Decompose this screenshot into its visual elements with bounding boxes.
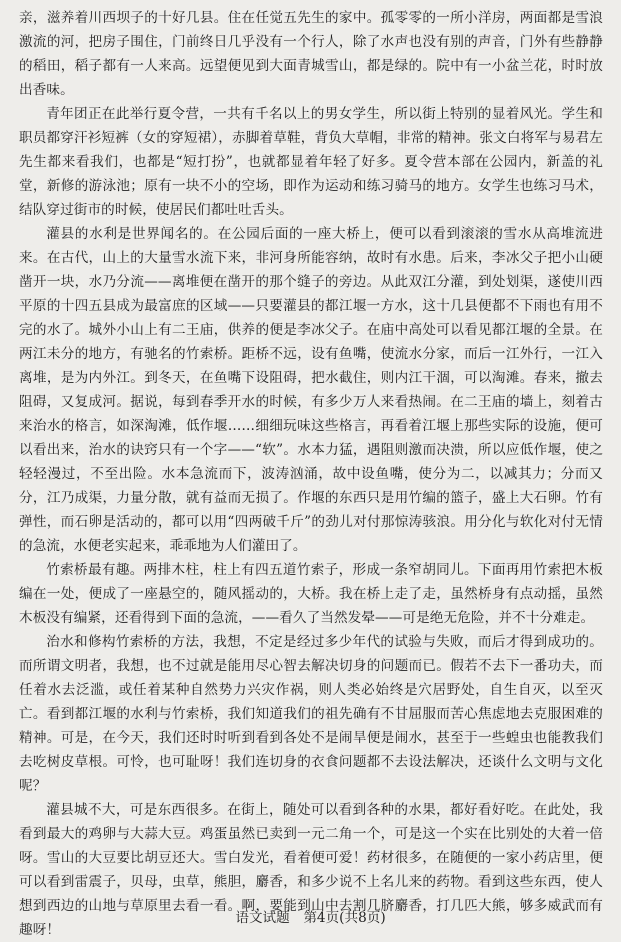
paragraph-continuation: 亲，滋养着川西坝子的十好几县。住在任觉五先生的家中。孤零零的一所小洋房，两面都是雪浪激流的河，把房子围住，门前终日几乎没有一个行人，除了水声也没有别的声音，门外有些静静的稻田，稻子都有一人来高。远望便见到大面青城雪山，都是绿的。院中有一小盆兰花，时时放出香味。	[19, 10, 603, 98]
paragraph-summer-camp: 青年团正在此举行夏令营，一共有千名以上的男女学生，所以街上特别的显着风光。学生和职员都穿汗衫短裤（女的穿短裙），赤脚着草鞋，背负大草帽，非常的精神。张文白将军与易君左先生都来看我们，也都是“短打扮”，也就都显着年轻了好多。夏令营本部在公园内，新盖的礼堂，新修的游泳池；原有一块不小的空场，即作为运动和练习骑马的地方。女学生也练习马术，结队穿过街市的时候，使居民们都吐吐舌头。	[19, 106, 603, 218]
page-footer: 语文试题 第4页(共8页)	[235, 910, 386, 926]
paragraph-bamboo-bridge: 竹索桥最有趣。两排木柱，柱上有四五道竹索子，形成一条窄胡同儿。下面再用竹索把木板编在一处，便成了一座悬空的，随风摇动的，大桥。我在桥上走了走，虽然桥身有点动摇，虽然木板没有编紧，还看得到下面的急流，——看久了当然发晕——可是绝无危险，并不十分难走。	[19, 562, 603, 626]
paragraph-county-products: 灌县城不大，可是东西很多。在街上，随处可以看到各种的水果，都好看好吃。在此处，我看到最大的鸡卵与大蒜大豆。鸡蛋虽然已卖到一元二角一个，可是这一个实在比别处的大着一倍呀。雪山的大豆要比胡豆还大。雪白发光，看着便可爱！药材很多，在随便的一家小药店里，便可以看到雷震子，贝母，虫草，熊胆，麝香，和多少说不上名儿来的药物。看到这些东西，使人想到西边的山地与草原里去看一看。啊，要能到山中去割几脐麝香，打几匹大熊，够多威武而有趣呀！	[19, 802, 603, 938]
paragraph-civilization: 治水和修构竹索桥的方法，我想，不定是经过多少年代的试验与失败，而后才得到成功的。而所谓文明者，我想，也不过就是能用尽心智去解决切身的问题而已。假若不去下一番功夫，而任着水去泛滥，或任着某种自然势力兴灾作祸，则人类必始终是穴居野处，自生自灭，以至灭亡。看到都江堰的水利与竹索桥，我们知道我们的祖先确有不甘屈服而苦心焦虑地去克服困难的精神。可是，在今天，我们还时时听到看到各处不是闹旱便是闹水，甚至于一些蝗虫也能教我们去吃树皮草根。可怜，也可耻呀！我们连切身的衣食问题都不去设法解决，还谈什么文明与文化呢？	[19, 634, 603, 794]
paragraph-water-conservancy: 灌县的水利是世界闻名的。在公园后面的一座大桥上，便可以看到滚滚的雪水从高堆流进来。在古代，山上的大量雪水流下来，非河身所能容纳，故时有水患。后来，李冰父子把小山硬凿开一块，水乃分流——离堆便在凿开的那个缝子的旁边。从此双江分灌，到处划渠，遂使川西平原的十四五县成为最富庶的区域——只要灌县的都江堰一方水，这十几县便都不下雨也有用不完的水了。城外小山上有二王庙，供养的便是李冰父子。在庙中高处可以看见都江堰的全景。在两江未分的地方，有驰名的竹索桥。距桥不远，设有鱼嘴，使流水分家，而后一江外行，一江入离堆，是为内外江。到冬天，在鱼嘴下设阻碍，把水截住，则内江干涸，可以淘滩。春来，撤去阻碍，又复成河。据说，每到春季开水的时候，有多少万人来看热闹。在二王庙的墙上，刻着古来治水的格言，如深淘滩，低作堰……细细玩味这些格言，再看着江堰上那些实际的设施，便可以看出来，治水的诀窍只有一个字——“软”。水本力猛，遇阻则激而决溃，所以应低作堰，使之轻轻漫过，不至出险。水本急流而下，波涛汹涌，故中设鱼嘴，使分为二，以减其力；分而又分，江乃成渠，力量分散，就有益而无损了。作堰的东西只是用竹编的篮子，盛上大石卵。竹有弹性，而石卵是活动的，都可以用“四两破千斤”的劲儿对付那惊涛骇浪。用分化与软化对付无情的急流，水便老实起来，乖乖地为人们灌田了。	[19, 226, 603, 554]
